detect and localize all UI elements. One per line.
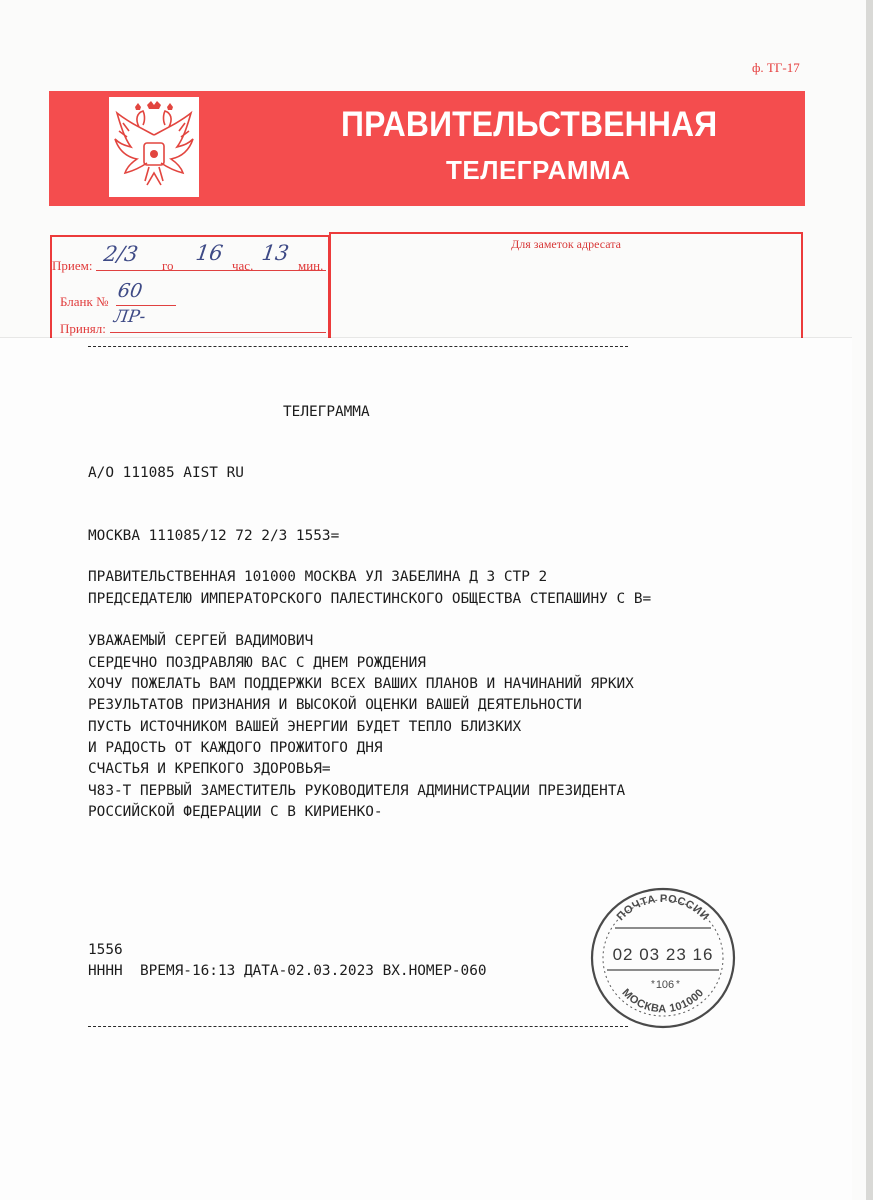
stamp-office-number: 106 [655, 979, 675, 991]
stamp-star: * [676, 979, 680, 990]
notes-box [329, 232, 803, 340]
stamp-top-text: ПОЧТА РОССИИ [614, 892, 712, 924]
received-label: Прием: [52, 258, 93, 273]
message-code: 1556 [88, 942, 123, 958]
body-line: СЧАСТЬЯ И КРЕПКОГО ЗДОРОВЬЯ= [88, 761, 331, 777]
minutes-unit: мин. [298, 258, 324, 273]
minutes-value: 13 [260, 241, 291, 265]
blank-value: 60 [116, 280, 144, 302]
received-day-value: 2/3 [102, 242, 140, 266]
blank-label: Бланк № [60, 294, 109, 309]
stamp-star: * [651, 979, 655, 990]
notes-label: Для заметок адресата [511, 237, 621, 251]
body-line: И РАДОСТЬ ОТ КАЖДОГО ПРОЖИТОГО ДНЯ [88, 740, 383, 756]
banner-title: ПРАВИТЕЛЬСТВЕННАЯ [341, 105, 718, 144]
banner-subtitle: ТЕЛЕГРАММА [446, 155, 631, 185]
address-line-1: ПРАВИТЕЛЬСТВЕННАЯ 101000 МОСКВА УЛ ЗАБЕЛИНА Д 3 СТР 2 [88, 569, 548, 585]
body-line: УВАЖАЕМЫЙ СЕРГЕЙ ВАДИМОВИЧ [88, 633, 314, 649]
top-dashed-rule [88, 346, 628, 347]
received-line [96, 270, 326, 271]
form-code: ф. ТГ-17 [752, 60, 800, 75]
body-line: СЕРДЕЧНО ПОЗДРАВЛЯЮ ВАС С ДНЕМ РОЖДЕНИЯ [88, 655, 426, 671]
body-line: РЕЗУЛЬТАТОВ ПРИЗНАНИЯ И ВЫСОКОЙ ОЦЕНКИ ВАШЕЙ ДЕЯТЕЛЬНОСТИ [88, 697, 582, 713]
accepted-signature: ЛР- [112, 307, 147, 327]
header-banner [49, 91, 805, 206]
hours-label: го [162, 258, 174, 273]
stamp-date: 02 03 23 16 [612, 945, 714, 964]
blank-line [116, 305, 176, 306]
stamp-bottom-text: МОСКВА 101000 [619, 986, 707, 1016]
postal-stamp [587, 884, 739, 1032]
routing-line: A/O 111085 AIST RU [88, 465, 244, 481]
telegram-printout [0, 338, 852, 1200]
bottom-dashed-rule [88, 1026, 628, 1027]
telegram-heading: ТЕЛЕГРАММА [283, 404, 370, 420]
coat-of-arms-icon [109, 97, 199, 197]
origin-line: МОСКВА 111085/12 72 2/3 1553= [88, 528, 340, 544]
accepted-label: Принял: [60, 321, 106, 336]
accepted-line [110, 332, 326, 333]
address-line-2: ПРЕДСЕДАТЕЛЮ ИМПЕРАТОРСКОГО ПАЛЕСТИНСКОГО ОБЩЕСТВА СТЕПАШИНУ С В= [88, 591, 652, 607]
signature-line: РОССИЙСКОЙ ФЕДЕРАЦИИ С В КИРИЕНКО- [88, 804, 383, 820]
body-line: ХОЧУ ПОЖЕЛАТЬ ВАМ ПОДДЕРЖКИ ВСЕХ ВАШИХ ПЛАНОВ И НАЧИНАНИЙ ЯРКИХ [88, 676, 634, 692]
hours-value: 16 [194, 241, 225, 265]
signature-line: Ч83-Т ПЕРВЫЙ ЗАМЕСТИТЕЛЬ РУКОВОДИТЕЛЯ АДМИНИСТРАЦИИ ПРЕЗИДЕНТА [88, 783, 626, 799]
receipt-box [50, 235, 330, 342]
delivery-footer: НННН ВРЕМЯ-16:13 ДАТА-02.03.2023 ВХ.НОМЕР-060 [88, 963, 487, 979]
body-line: ПУСТЬ ИСТОЧНИКОМ ВАШЕЙ ЭНЕРГИИ БУДЕТ ТЕПЛО БЛИЗКИХ [88, 719, 522, 735]
minutes-label: час. [232, 258, 254, 273]
